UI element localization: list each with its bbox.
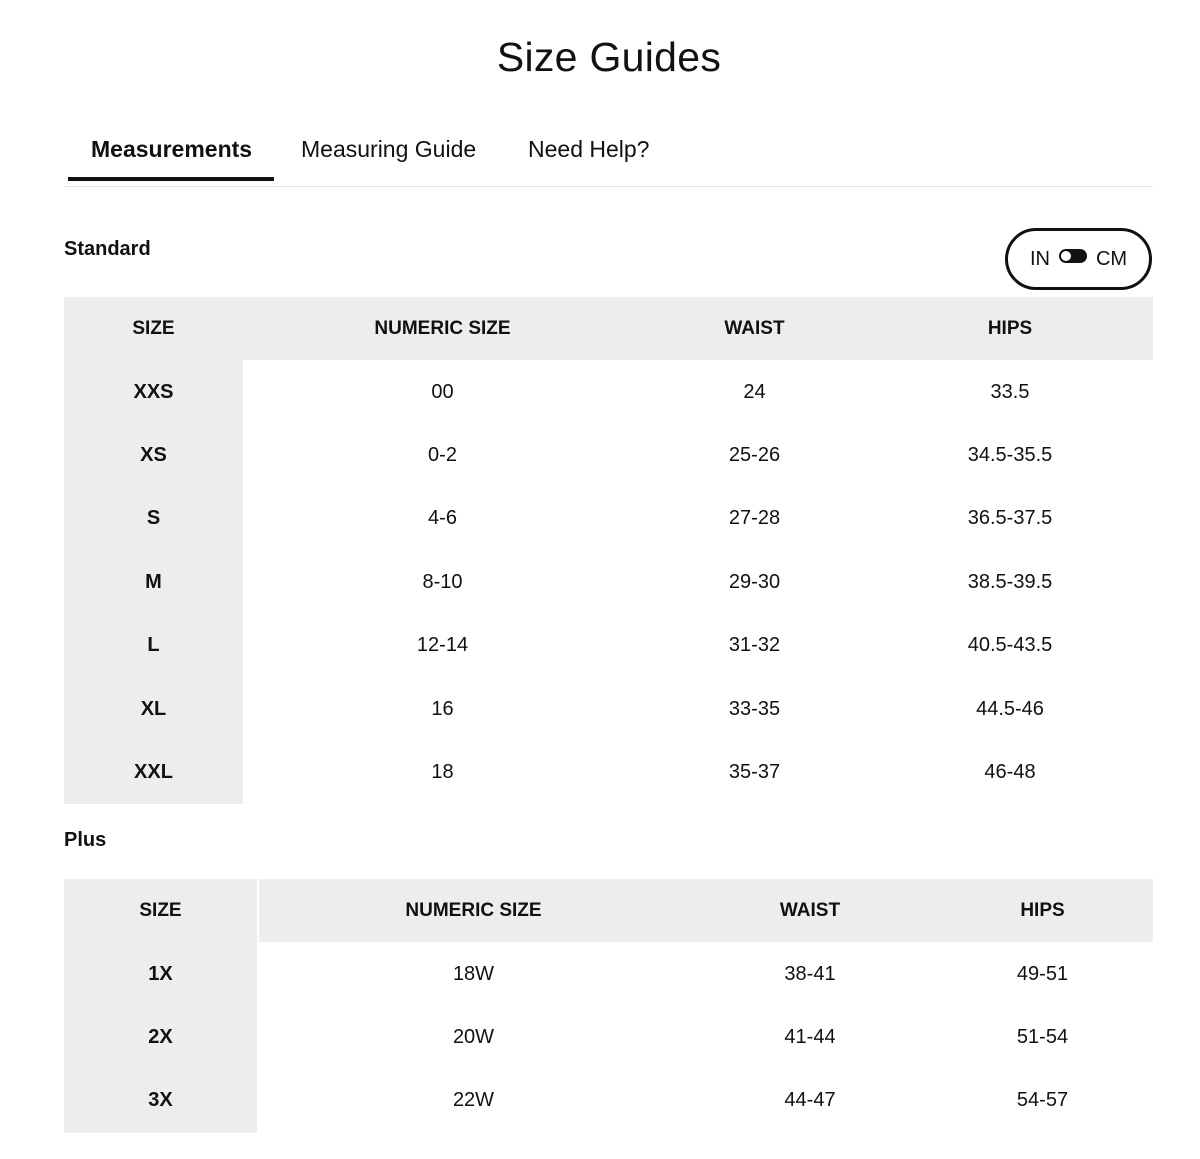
waist-cell: 24 [743, 380, 766, 403]
column-header-numeric-size: NUMERIC SIZE [258, 879, 688, 942]
page-title: Size Guides [496, 34, 722, 80]
unit-label-in: IN [1029, 247, 1050, 270]
column-header-waist: WAIST [688, 879, 932, 942]
size-cell: L [64, 614, 243, 677]
waist-cell: 25-26 [728, 443, 781, 466]
numeric-size-cell: 20W [452, 1025, 495, 1048]
waist-cell: 38-41 [784, 962, 836, 985]
hips-cell: 33.5 [990, 380, 1030, 403]
size-cell: XL [64, 677, 243, 740]
column-header-waist: WAIST [642, 297, 867, 360]
unit-toggle[interactable] [1005, 228, 1152, 290]
table-row [64, 677, 1153, 740]
size-cell: XXS [64, 360, 243, 423]
numeric-size-cell: 00 [431, 380, 454, 403]
hips-cell: 46-48 [984, 760, 1036, 783]
hips-cell: 40.5-43.5 [967, 634, 1053, 657]
column-header-numeric-size: NUMERIC SIZE [243, 297, 642, 360]
numeric-size-cell: 8-10 [422, 570, 463, 593]
size-cell: 2X [64, 1006, 258, 1069]
table-row [64, 1069, 1153, 1132]
column-header-size: SIZE [64, 879, 258, 942]
table-row [64, 741, 1153, 804]
numeric-size-cell: 18 [431, 760, 454, 783]
hips-cell: 36.5-37.5 [967, 507, 1053, 530]
table-row [64, 360, 1153, 423]
waist-cell: 29-30 [728, 570, 781, 593]
toggle-switch-icon[interactable] [1059, 249, 1087, 263]
hips-cell: 38.5-39.5 [967, 570, 1053, 593]
table-row [64, 551, 1153, 614]
hips-cell: 49-51 [1016, 962, 1069, 985]
hips-cell: 54-57 [1016, 1089, 1069, 1112]
waist-cell: 44-47 [784, 1089, 836, 1112]
numeric-size-cell: 12-14 [416, 634, 469, 657]
size-cell: 1X [64, 942, 258, 1005]
table-row [64, 614, 1153, 677]
standard-size-table [64, 297, 1153, 804]
size-cell: XXL [64, 741, 243, 804]
waist-cell: 33-35 [728, 697, 781, 720]
hips-cell: 34.5-35.5 [967, 443, 1053, 466]
waist-cell: 31-32 [728, 634, 781, 657]
numeric-size-cell: 22W [452, 1089, 495, 1112]
unit-label-cm: CM [1095, 247, 1128, 270]
table-row [64, 487, 1153, 550]
table-header-row [64, 297, 1153, 360]
waist-cell: 27-28 [728, 507, 781, 530]
table-row [64, 424, 1153, 487]
size-cell: 3X [64, 1069, 258, 1132]
waist-cell: 35-37 [728, 760, 781, 783]
column-header-size: SIZE [64, 297, 243, 360]
waist-cell: 41-44 [784, 1025, 836, 1048]
numeric-size-cell: 18W [452, 962, 495, 985]
numeric-size-cell: 0-2 [428, 443, 457, 466]
plus-size-table [64, 879, 1153, 1133]
table-row [64, 942, 1153, 1005]
section-title-standard: Standard [64, 238, 151, 260]
size-cell: M [64, 551, 243, 614]
tab-bar [64, 118, 1153, 187]
numeric-size-cell: 4-6 [428, 507, 457, 530]
tab-need-help[interactable]: Need Help? [528, 136, 650, 162]
hips-cell: 51-54 [1016, 1025, 1069, 1048]
numeric-size-cell: 16 [431, 697, 454, 720]
tab-measurements[interactable]: Measurements [91, 118, 252, 180]
tab-measuring-guide[interactable]: Measuring Guide [301, 136, 477, 162]
column-header-hips: HIPS [867, 297, 1153, 360]
hips-cell: 44.5-46 [976, 697, 1044, 720]
table-row [64, 1006, 1153, 1069]
column-header-hips: HIPS [932, 879, 1153, 942]
size-cell: XS [64, 424, 243, 487]
table-header-row [64, 879, 1153, 942]
size-cell: S [64, 487, 243, 550]
section-title-plus: Plus [64, 829, 107, 851]
